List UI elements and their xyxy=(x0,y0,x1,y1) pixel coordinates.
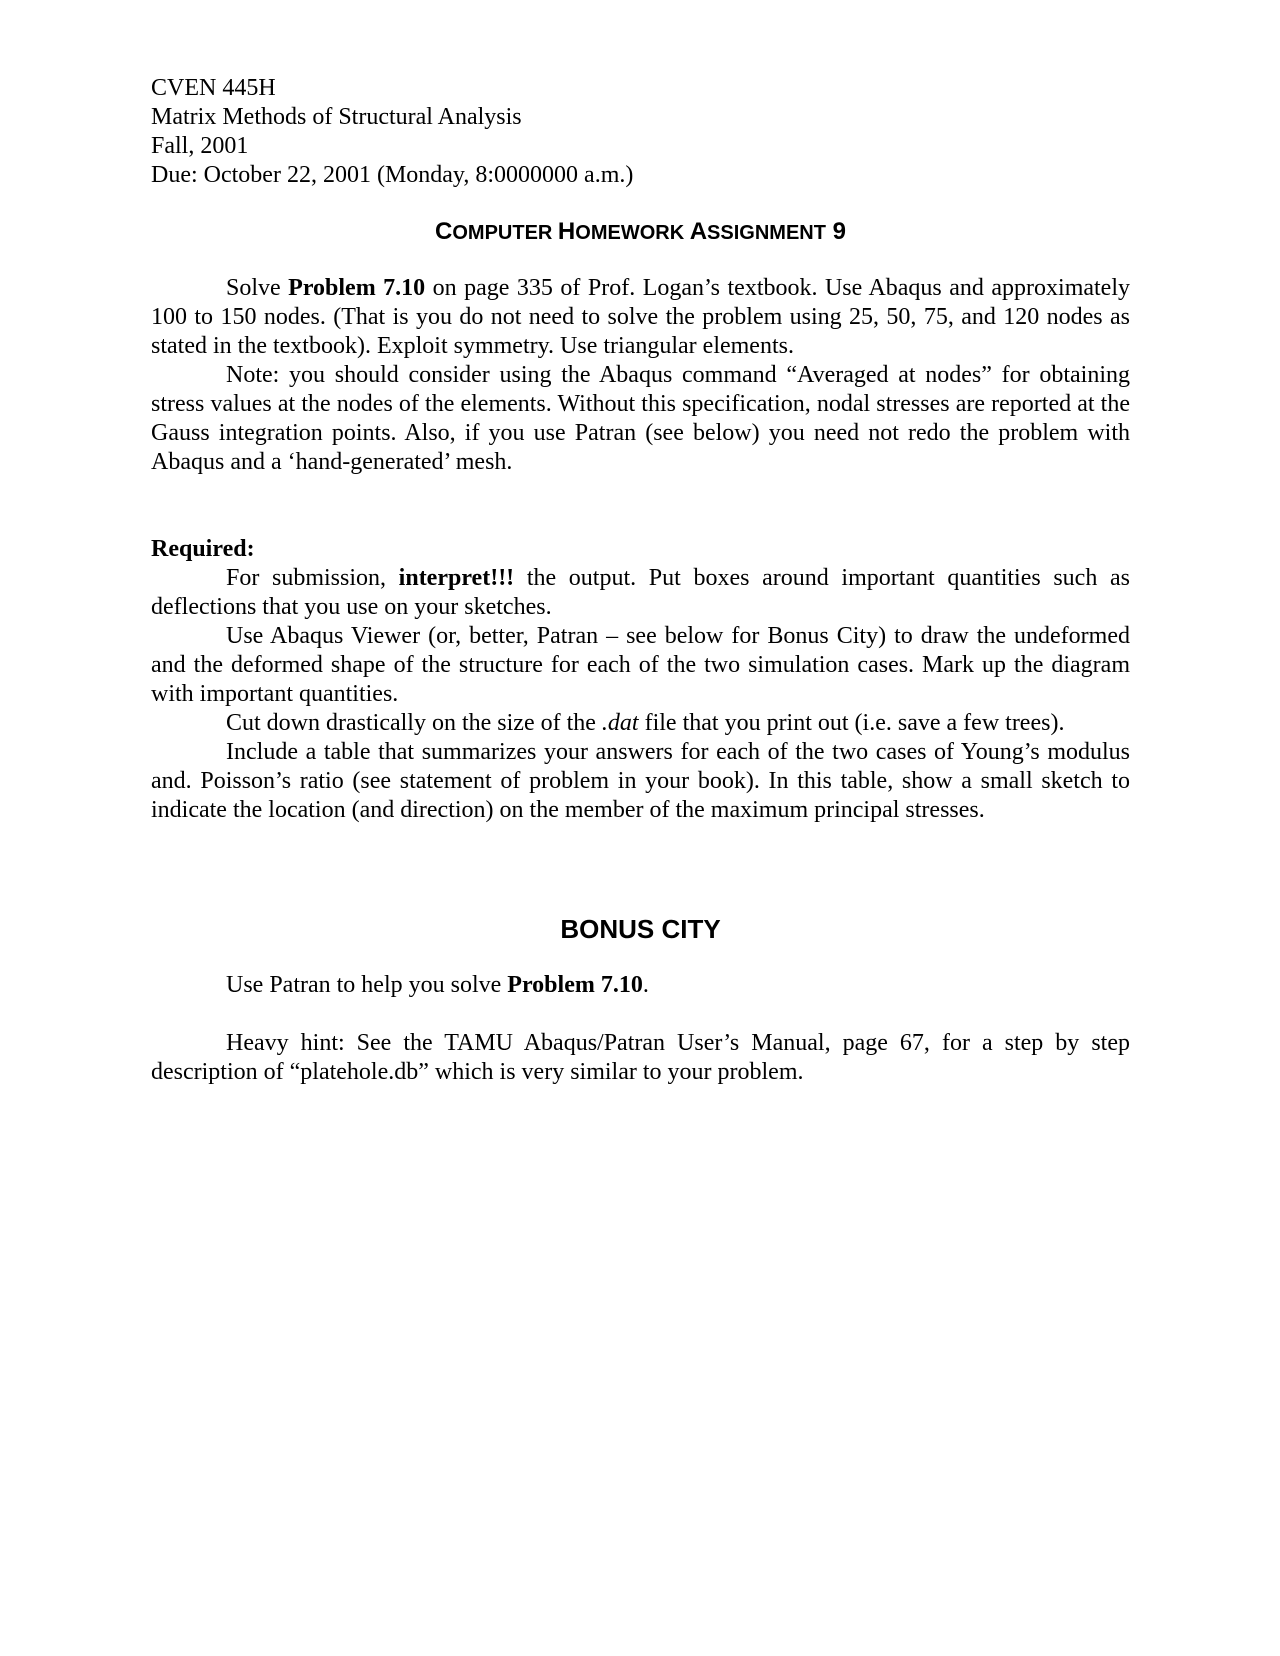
intro-section xyxy=(151,274,1130,477)
intro-p1-text-b: on page 335 of Prof. Logan’s textbook. Use Abaqus and approximately 100 to 150 nodes. (That is you do not need to solve the problem using 25, 50, 75, and 120 nodes as stated in the textbook). Exploit symmetry. Use triangular elements. xyxy=(151,275,1130,359)
intro-paragraph-2: Note: you should consider using the Abaqus command “Averaged at nodes” for obtaining stress values at the nodes of the elements. Without this specification, nodal stresses are reported at the Gauss integration points. Also, if you use Patran (see below) you need not redo the problem with Abaqus and a ‘hand-generated’ mesh. xyxy=(151,362,1130,475)
due-date: Due: October 22, 2001 (Monday, 8:0000000 a.m.) xyxy=(151,162,634,188)
title-number: 9 xyxy=(825,218,846,245)
required-r1-text-a: For submission, xyxy=(226,565,399,591)
required-r1-text-b: the output. Put boxes around important quantities such as deflections that you use on your sketches. xyxy=(151,565,1130,620)
bonus-b1-text-a: Use Patran to help you solve xyxy=(226,972,508,998)
course-title: Matrix Methods of Structural Analysis xyxy=(151,104,522,130)
required-paragraph-2: Use Abaqus Viewer (or, better, Patran – see below for Bonus City) to draw the undeformed and the deformed shape of the structure for each of the two simulation cases. Mark up the diagram with important quantities. xyxy=(151,623,1130,707)
bonus-heading: BONUS CITY xyxy=(560,914,721,944)
title-h: H xyxy=(557,218,576,245)
title-a: A xyxy=(689,218,708,245)
required-heading: Required: xyxy=(151,536,255,562)
problem-reference: Problem 7.10 xyxy=(288,275,426,301)
course-term: Fall, 2001 xyxy=(151,133,249,159)
title-c: C xyxy=(435,218,453,245)
assignment-title xyxy=(151,217,1130,248)
title-omework: OMEWORK xyxy=(575,222,690,244)
intro-p1-text-a: Solve xyxy=(226,275,289,301)
title-omputer: OMPUTER xyxy=(452,222,558,244)
required-paragraph-3 xyxy=(151,709,1130,738)
bonus-problem-reference: Problem 7.10 xyxy=(507,972,643,998)
bonus-paragraph-1 xyxy=(151,971,1130,1000)
required-r3-text-a: Cut down drastically on the size of the xyxy=(226,710,602,736)
course-header xyxy=(151,74,1130,190)
required-section xyxy=(151,564,1130,825)
course-code: CVEN 445H xyxy=(151,75,276,101)
interpret-emphasis: interpret!!! xyxy=(398,565,515,591)
bonus-paragraph-2: Heavy hint: See the TAMU Abaqus/Patran User’s Manual, page 67, for a step by step description of “platehole.db” which is very similar to your problem. xyxy=(151,1030,1130,1085)
dat-file-extension: .dat xyxy=(601,710,639,736)
intro-paragraph-1 xyxy=(151,274,1130,361)
required-paragraph-1 xyxy=(151,564,1130,622)
required-paragraph-4: Include a table that summarizes your answers for each of the two cases of Young’s modulus and. Poisson’s ratio (see statement of problem in your book). In this table, show a small sketch to indicate the location (and direction) on the member of the maximum principal stresses. xyxy=(151,739,1130,823)
bonus-b1-text-b: . xyxy=(642,972,649,998)
title-ssignment: SSIGNMENT xyxy=(707,222,826,244)
document-content xyxy=(151,74,1130,1087)
required-r3-text-b: file that you print out (i.e. save a few trees). xyxy=(638,710,1065,736)
